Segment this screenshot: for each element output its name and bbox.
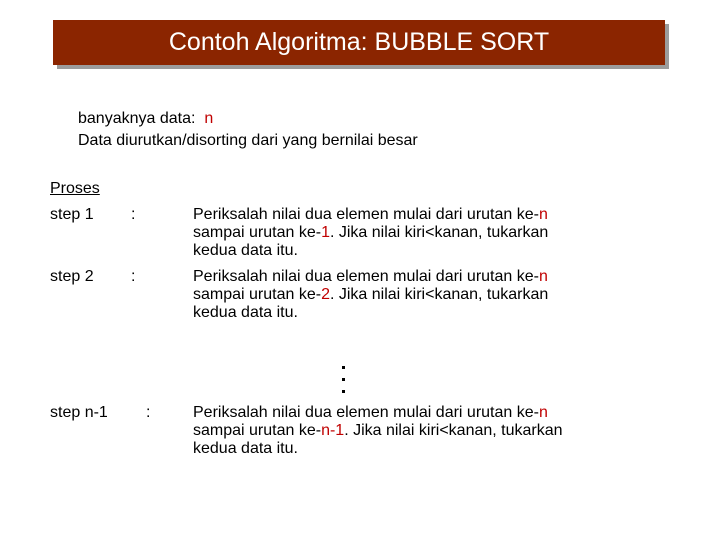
step-1-line-2 — [193, 224, 548, 242]
step-2-description — [193, 268, 548, 322]
step-2-line-2 — [193, 286, 548, 304]
step-1-description — [193, 206, 548, 260]
step-2-line-3: kedua data itu. — [193, 304, 298, 321]
ellipsis-dot — [342, 378, 345, 381]
step-2-line-2-text: sampai urutan ke- — [193, 286, 322, 303]
intro-line-order: Data diurutkan/disorting dari yang bernilai besar — [78, 132, 418, 149]
step-1-line-3: kedua data itu. — [193, 242, 298, 259]
step-1-line-1-text: Periksalah nilai dua elemen mulai dari urutan ke- — [193, 206, 539, 223]
slide-title: Contoh Algoritma: BUBBLE SORT — [168, 28, 550, 56]
ellipsis-dot — [342, 366, 345, 369]
step-1-line-2-post: . Jika nilai kiri<kanan, tukarkan — [329, 224, 549, 241]
step-1-line-2-text: sampai urutan ke- — [193, 224, 322, 241]
step-2-line-1-var: n — [538, 268, 548, 285]
intro-line-count — [78, 110, 213, 128]
intro-count-label: banyaknya data: — [78, 110, 196, 127]
step-n-1-line-1-var: n — [538, 404, 548, 421]
step-2-colon: : — [131, 268, 136, 285]
step-2-line-1 — [193, 268, 548, 286]
ellipsis-dot — [342, 390, 345, 393]
step-n-1-label: step n-1 — [50, 404, 108, 421]
step-n-1-line-3: kedua data itu. — [193, 440, 298, 457]
step-n-1-line-2-text: sampai urutan ke- — [193, 422, 322, 439]
step-1-line-1 — [193, 206, 548, 224]
step-2-line-2-post: . Jika nilai kiri<kanan, tukarkan — [329, 286, 549, 303]
step-1-label: step 1 — [50, 206, 94, 223]
step-n-1-line-2-var: n-1 — [321, 422, 345, 439]
step-1-line-2-var: 1 — [321, 224, 330, 241]
vertical-ellipsis — [342, 366, 346, 402]
proses-heading: Proses — [50, 180, 100, 197]
step-1-colon: : — [131, 206, 136, 223]
step-n-1-colon: : — [146, 404, 151, 421]
step-n-1-line-1 — [193, 404, 563, 422]
step-n-1-line-2 — [193, 422, 563, 440]
step-2-line-1-text: Periksalah nilai dua elemen mulai dari urutan ke- — [193, 268, 539, 285]
title-banner — [53, 20, 665, 65]
step-n-1-description — [193, 404, 563, 458]
intro-count-var: n — [204, 110, 214, 127]
step-2-line-2-var: 2 — [321, 286, 330, 303]
step-2-label: step 2 — [50, 268, 94, 285]
step-n-1-line-1-text: Periksalah nilai dua elemen mulai dari urutan ke- — [193, 404, 539, 421]
step-n-1-line-2-post: . Jika nilai kiri<kanan, tukarkan — [344, 422, 563, 439]
step-1-line-1-var: n — [538, 206, 548, 223]
